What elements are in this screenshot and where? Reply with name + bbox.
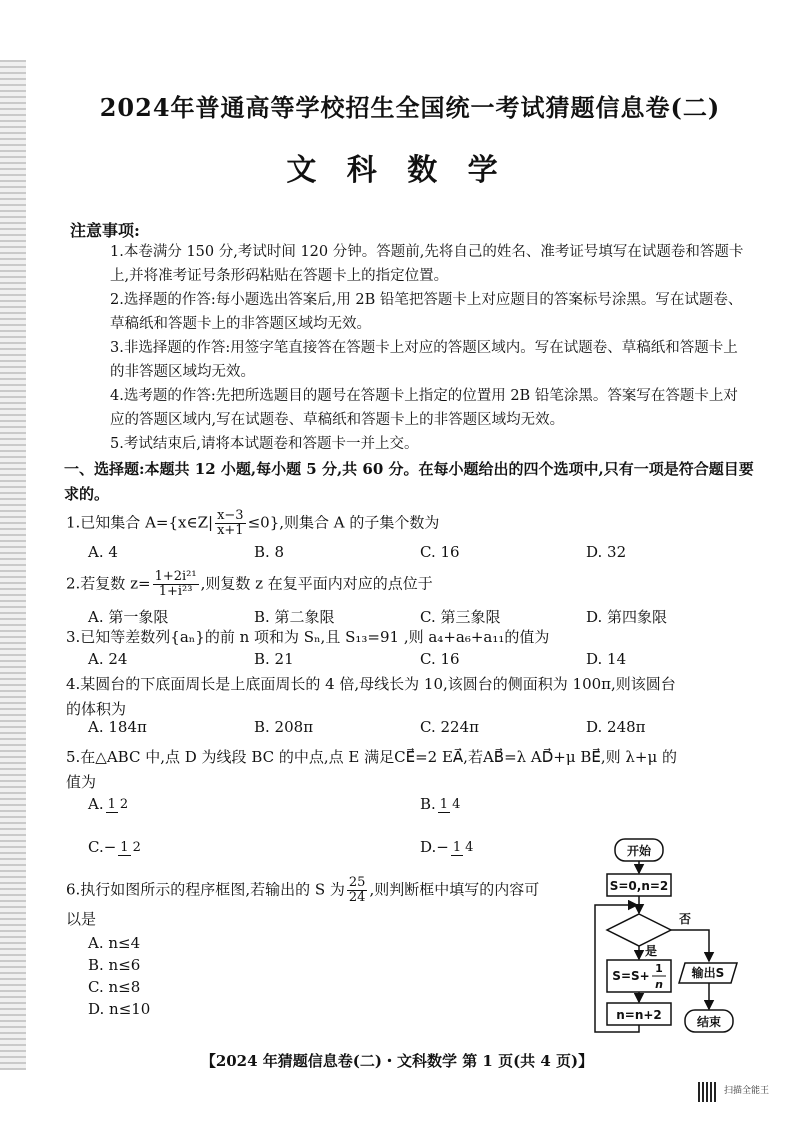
question-6 <box>66 876 586 932</box>
q5-options-row1 <box>88 795 464 813</box>
option-a: A. 1 2 <box>88 795 129 813</box>
option-d: D. 32 <box>586 543 627 561</box>
notice-item: 2.选择题的作答:每小题选出答案后,用 2B 铅笔把答题卡上对应题目的答案标号涂黑。写在试题卷、草稿纸和答题卡上的非答题区域均无效。 <box>110 292 743 332</box>
qr-code-icon <box>698 1082 718 1102</box>
option-a: A. n≤4 <box>88 934 141 952</box>
q4-options <box>88 718 646 736</box>
q1-stem-b: ≤0},则集合 A 的子集个数为 <box>247 513 440 532</box>
update-num: 1 <box>655 962 663 975</box>
scanner-watermark: 扫描全能王 <box>724 1086 770 1096</box>
question-3: 3.已知等差数列{aₙ}的前 n 项和为 Sₙ,且 S₁₃=91 ,则 a₄+a₆+a₁₁的值为 <box>66 628 550 646</box>
init-label: S=0,n=2 <box>609 879 669 893</box>
option-c: C. 16 <box>420 543 460 561</box>
q5-options-row2 <box>88 838 477 856</box>
section-heading: 一、选择题:本题共 12 小题,每小题 5 分,共 60 分。在每小题给出的四个选项中,只有一项是符合题目要求的。 <box>64 460 754 503</box>
option-c: C. 16 <box>420 650 460 668</box>
q1-fraction <box>215 509 246 538</box>
increment-label: n=n+2 <box>616 1008 662 1022</box>
binding-margin <box>0 60 26 1070</box>
q1-den: x+1 <box>217 523 244 538</box>
yes-label: 是 <box>644 944 658 958</box>
option-a: A. 24 <box>88 650 128 668</box>
option-d-fraction: 1 4 <box>452 839 474 855</box>
q1-options <box>88 543 626 561</box>
q2-fraction <box>153 570 199 599</box>
subject-title: 文 科 数 学 <box>286 153 508 188</box>
option-a-fraction: 1 2 <box>107 796 129 812</box>
q3-options <box>88 650 626 668</box>
q6-options <box>88 932 150 1020</box>
option-b: B. n≤6 <box>88 956 141 974</box>
option-b: B. 8 <box>254 543 285 561</box>
update-s-label: S=S+ <box>612 969 650 983</box>
q5-line-2: 值为 <box>66 773 97 791</box>
q5-line-1: 5.在△ABC 中,点 D 为线段 BC 的中点,点 E 满足CE⃗=2 EA⃗,若AB⃗=λ AD⃗+μ BE⃗,则 λ+μ 的 <box>66 748 678 766</box>
q4-line-1: 4.某圆台的下底面周长是上底面周长的 4 倍,母线长为 10,该圆台的侧面积为 100π,则该圆台 <box>66 675 676 693</box>
question-5 <box>66 745 756 795</box>
no-label: 否 <box>678 912 692 926</box>
option-c: C. 224π <box>420 718 479 736</box>
q2-options <box>88 606 667 627</box>
question-1 <box>66 509 756 538</box>
flowchart <box>585 835 760 1040</box>
question-4 <box>66 672 756 722</box>
option-b: B. 21 <box>254 650 294 668</box>
q2-stem-a: 2.若复数 z= <box>66 574 151 593</box>
q6-line-1: 6.执行如图所示的程序框图,若输出的 S 为 $\frac{25}{24}$ ,则判断框中填写的内容可 <box>66 875 540 905</box>
notice-heading: 注意事项: <box>70 221 140 240</box>
q4-line-2: 的体积为 <box>66 700 127 718</box>
condition-diamond <box>607 914 671 946</box>
option-d: D. 248π <box>586 718 646 736</box>
option-d: D. n≤10 <box>88 1000 151 1018</box>
page-footer: 【2024 年猜题信息卷(二)・文科数学 第 1 页(共 4 页)】 <box>200 1052 594 1070</box>
option-a: A. 第一象限 <box>88 608 169 626</box>
start-label: 开始 <box>626 844 652 858</box>
option-c-fraction: 1 2 <box>120 839 141 855</box>
q2-num: 1+2i²¹ <box>154 569 197 584</box>
option-d: D.− 1 4 <box>420 838 474 856</box>
update-den: n <box>655 978 663 991</box>
question-2 <box>66 570 756 599</box>
option-b-fraction: 1 4 <box>439 796 461 812</box>
q1-stem-a: 1.已知集合 A={x∈Z| <box>66 513 214 532</box>
end-label: 结束 <box>696 1015 722 1029</box>
option-c: C.− 1 2 <box>88 838 141 856</box>
q1-num: x−3 <box>217 508 244 523</box>
option-d: D. 第四象限 <box>586 608 668 626</box>
output-label: 输出S <box>691 966 725 980</box>
option-b: B. 1 4 <box>420 795 461 813</box>
notice-item: 3.非选择题的作答:用签字笔直接答在答题卡上对应的答题区域内。写在试题卷、草稿纸和答题卡上的非答题区域均无效。 <box>110 340 738 380</box>
option-c: C. 第三象限 <box>420 608 501 626</box>
option-d: D. 14 <box>586 650 627 668</box>
notice-list <box>110 240 750 456</box>
option-b: B. 208π <box>254 718 314 736</box>
exam-title: 2024年普通高等学校招生全国统一考试猜题信息卷(二) <box>99 93 721 122</box>
option-a: A. 4 <box>88 543 118 561</box>
option-c: C. n≤8 <box>88 978 141 996</box>
notice-item: 5.考试结束后,请将本试题卷和答题卡一并上交。 <box>110 436 419 452</box>
q2-den: 1+i²³ <box>158 584 193 599</box>
q2-stem-b: ,则复数 z 在复平面内对应的点位于 <box>200 574 433 593</box>
option-a: A. 184π <box>88 718 147 736</box>
no-branch-line <box>671 930 709 961</box>
notice-item: 1.本卷满分 150 分,考试时间 120 分钟。答题前,先将自己的姓名、准考证号填写在试题卷和答题卡上,并将准考证号条形码粘贴在答题卡上的指定位置。 <box>110 244 744 284</box>
q6-line-2: 以是 <box>66 910 97 928</box>
option-b: B. 第二象限 <box>254 608 335 626</box>
q6-fraction: $\frac{25}{24}$ <box>348 875 366 905</box>
notice-item: 4.选考题的作答:先把所选题目的题号在答题卡上指定的位置用 2B 铅笔涂黑。答案写在答题卡上对应的答题区域内,写在试题卷、草稿纸和答题卡上的非答题区域均无效。 <box>110 388 738 428</box>
